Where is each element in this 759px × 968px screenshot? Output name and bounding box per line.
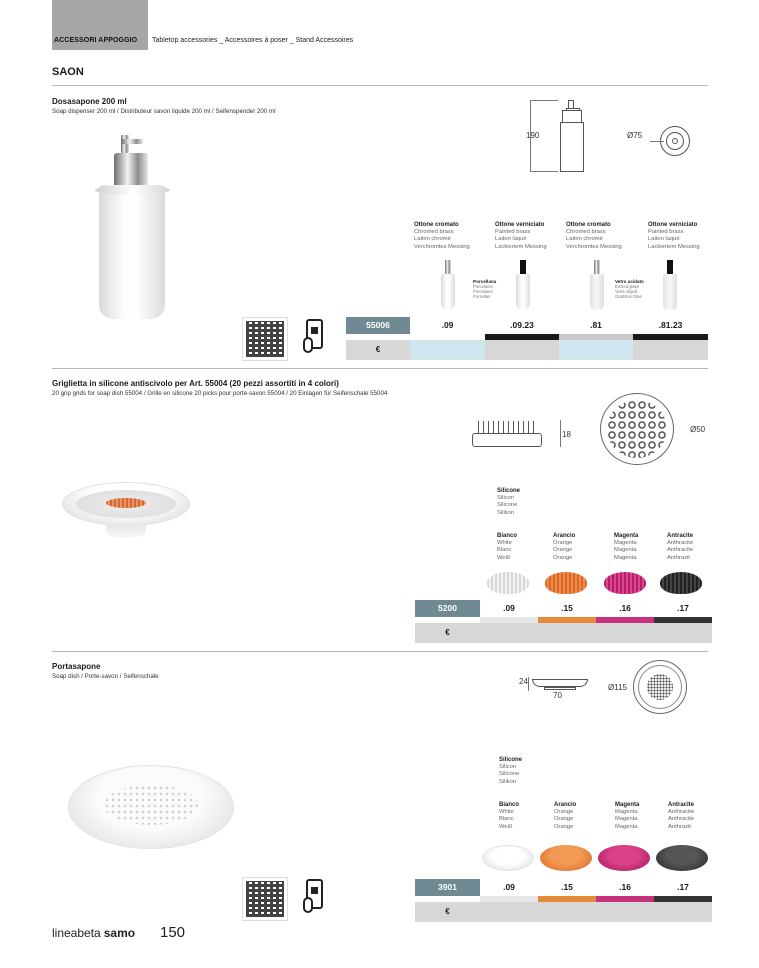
price-band <box>485 340 559 360</box>
product-title: Griglietta in silicone antiscivolo per Art. 55004 (20 pezzi assortiti in 4 colori) <box>52 379 339 388</box>
dimension-diameter: Ø50 <box>690 425 706 434</box>
variant-thumbnail <box>656 845 708 871</box>
price-cell: .09 <box>480 600 538 617</box>
price-band <box>559 340 633 360</box>
technical-drawing <box>528 673 598 703</box>
divider <box>52 651 708 652</box>
variant-label: Antracite Anthracite Anthracite Anthrazit <box>668 802 695 830</box>
variant-thumbnail <box>545 572 587 594</box>
variant-thumbnail <box>540 845 592 871</box>
material-label: Porcellana Porcelaine Porcelaine Porzellan <box>473 279 497 299</box>
currency-symbol: € <box>415 623 480 643</box>
dimension-height: 190 <box>526 131 540 140</box>
variant-thumbnail <box>589 260 605 310</box>
category-label: ACCESSORI APPOGGIO <box>54 37 138 44</box>
variant-thumbnail <box>598 845 650 871</box>
price-band <box>633 340 708 360</box>
product-code: 5200 <box>415 600 480 617</box>
variant-label: Arancio Orange Orange Orange <box>553 533 576 561</box>
product-title: Dosasapone 200 ml <box>52 97 127 106</box>
variant-label: Bianco White Blanc Weiß <box>499 802 520 830</box>
price-cell: .16 <box>596 600 654 617</box>
divider <box>52 368 708 369</box>
price-cell: .15 <box>538 879 596 896</box>
variant-thumbnail <box>515 260 531 310</box>
price-cell: .09 <box>410 317 485 334</box>
price-band <box>480 623 712 643</box>
price-band <box>410 340 485 360</box>
variant-label: Bianco White Blanc Weiß <box>497 533 518 561</box>
product-subtitle: Soap dispenser 200 ml / Distributeur savon liquide 200 ml / Seifenspender 200 ml <box>52 108 276 115</box>
qr-code[interactable] <box>242 317 288 361</box>
soap-dish-photo <box>68 765 236 855</box>
price-cell: .16 <box>596 879 654 896</box>
dimension-diameter: Ø75 <box>627 131 643 140</box>
price-cell: .09 <box>480 879 538 896</box>
qr-code[interactable] <box>242 877 288 921</box>
material-label: Silicone Silicon Silicone Silikon <box>497 488 521 516</box>
product-code: 3901 <box>415 879 480 896</box>
technical-drawing <box>472 417 572 457</box>
dimension-height: 24 <box>519 677 528 686</box>
product-subtitle: 20 grip grids for soap dish 55004 / Grille en silicone 20 picks pour porte-savon 55004 / 20 Einlagen für Seifenschale 55004 <box>52 390 388 397</box>
price-cell: .15 <box>538 600 596 617</box>
price-cell: .17 <box>654 600 712 617</box>
variant-label: Magenta Magenta Magenta Magenta <box>614 533 639 561</box>
material-label: Vetro acidato Etched glass Verre dépoli Geätztes Glas <box>615 279 644 299</box>
product-title: Portasapone <box>52 662 101 671</box>
divider <box>52 85 708 86</box>
variant-thumbnail <box>487 572 529 594</box>
variant-label: Ottone cromato Chromed brass Laiton chromé Verchromtes Messing <box>566 222 622 250</box>
variant-label: Ottone cromato Chromed brass Laiton chromé Verchromtes Messing <box>414 222 470 250</box>
price-cell: .17 <box>654 879 712 896</box>
variant-label: Antracite Anthracite Anthracite Anthrazit <box>667 533 694 561</box>
grid-top-view <box>600 393 674 465</box>
category-subtitle: Tabletop accessories _ Accessoires à poser _ Stand Accessoires <box>152 37 354 44</box>
phone-scan-icon <box>303 879 327 915</box>
variant-label: Arancio Orange Orange Orange <box>554 802 577 830</box>
variant-label: Ottone verniciato Painted brass Laiton laqué Lackiertem Messing <box>495 222 547 250</box>
price-cell: .81.23 <box>633 317 708 334</box>
brand-logo: lineabeta samo <box>52 926 136 940</box>
series-title: SAON <box>52 66 84 78</box>
currency-symbol: € <box>346 340 410 360</box>
soap-dish-grid-photo <box>62 478 192 553</box>
variant-thumbnail <box>662 260 678 310</box>
material-label: Silicone Silicon Silicone Silikon <box>499 757 523 785</box>
variant-thumbnail <box>604 572 646 594</box>
variant-thumbnail <box>660 572 702 594</box>
variant-thumbnail <box>482 845 534 871</box>
variant-thumbnail <box>440 260 456 310</box>
product-code: 55006 <box>346 317 410 334</box>
price-cell: .09.23 <box>485 317 559 334</box>
product-subtitle: Soap dish / Porte-savon / Seifenschale <box>52 673 159 680</box>
currency-symbol: € <box>415 902 480 922</box>
dimension-width: 70 <box>553 691 562 700</box>
page-number: 150 <box>160 924 186 941</box>
variant-label: Magenta Magenta Magenta Magenta <box>615 802 640 830</box>
phone-scan-icon <box>303 319 327 355</box>
dish-top-view <box>633 660 687 714</box>
soap-dispenser-photo <box>95 135 170 325</box>
dimension-height: 18 <box>562 430 571 439</box>
price-band <box>480 902 712 922</box>
variant-label: Ottone verniciato Painted brass Laiton laqué Lackiertem Messing <box>648 222 700 250</box>
dimension-diameter: Ø115 <box>608 683 627 692</box>
technical-drawing <box>530 100 710 180</box>
price-cell: .81 <box>559 317 633 334</box>
